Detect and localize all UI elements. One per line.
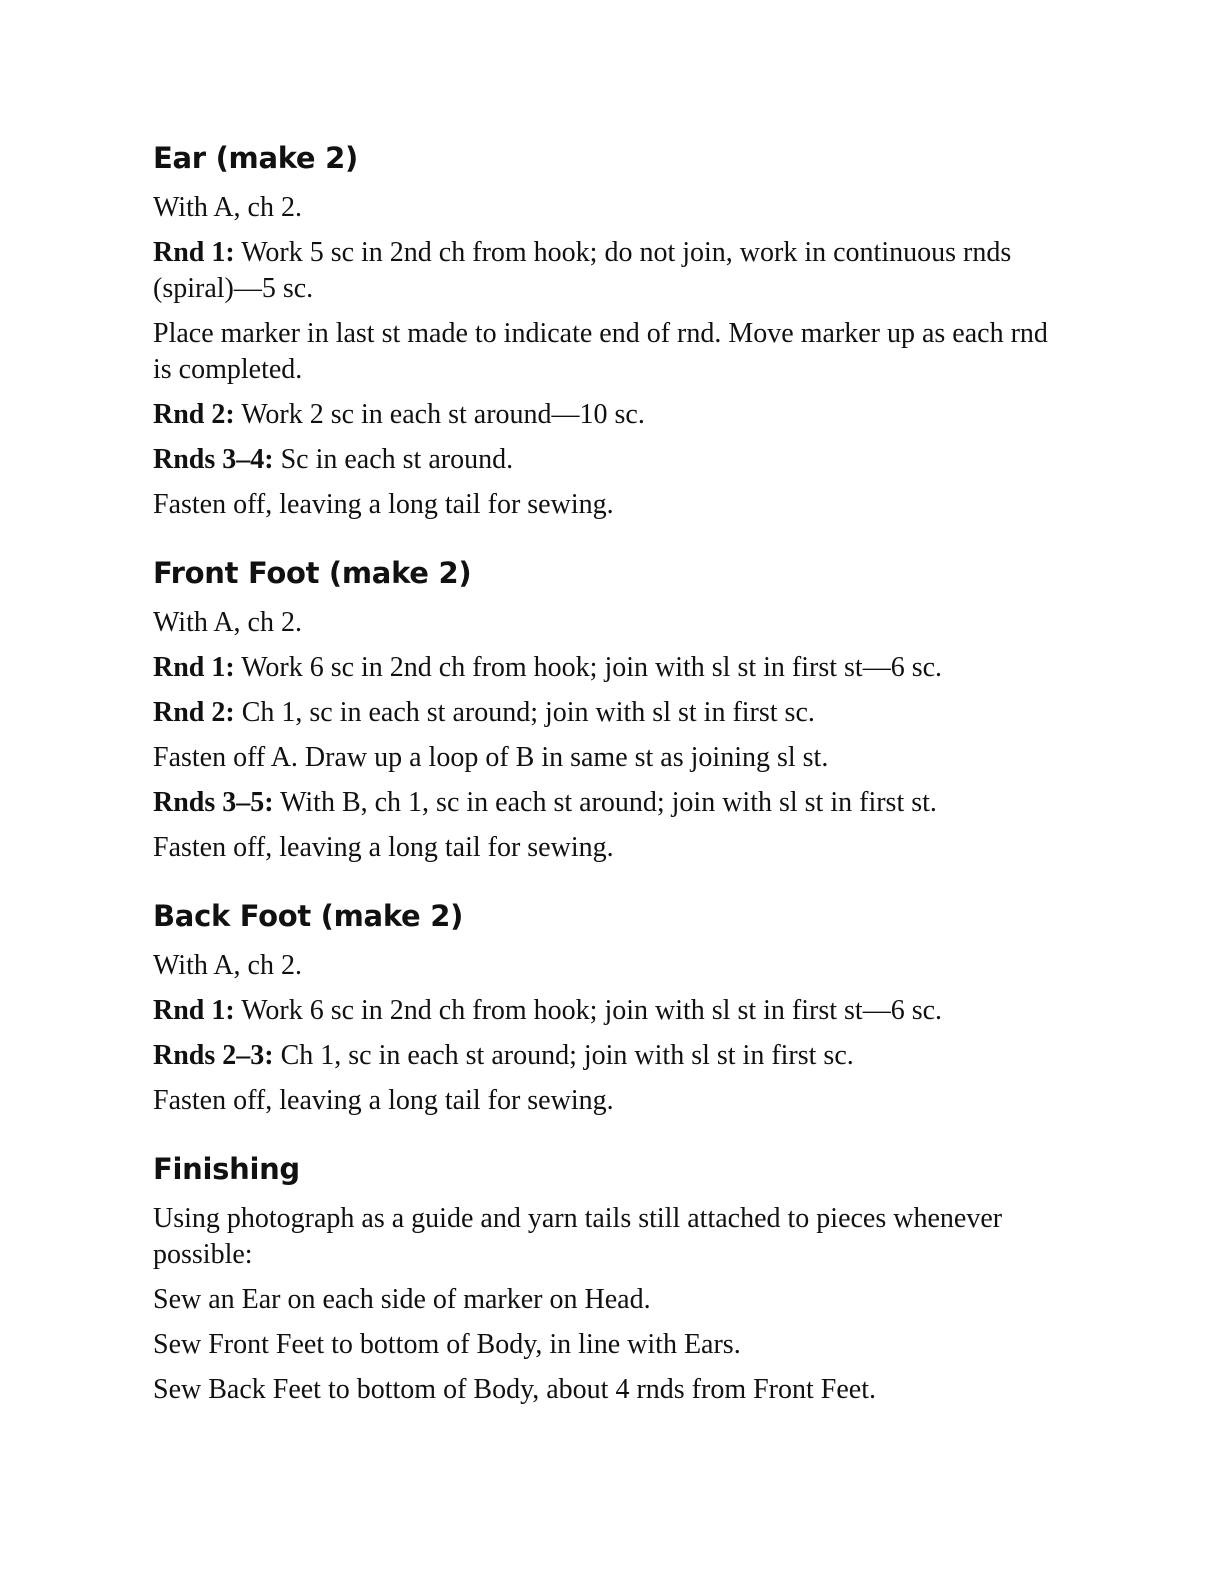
instruction-line bbox=[153, 948, 1073, 984]
document-page bbox=[153, 138, 1073, 1408]
instruction-text: Fasten off, leaving a long tail for sewing. bbox=[153, 489, 614, 520]
round-label: Rnd 2: bbox=[153, 697, 235, 728]
instruction-text: Sew an Ear on each side of marker on Head. bbox=[153, 1284, 651, 1315]
round-label: Rnds 3–5: bbox=[153, 787, 274, 818]
instruction-text: Using photograph as a guide and yarn tails still attached to pieces whenever possible: bbox=[153, 1203, 1003, 1270]
instruction-text: Work 6 sc in 2nd ch from hook; join with sl st in first st—6 sc. bbox=[234, 995, 943, 1026]
instruction-text: Fasten off, leaving a long tail for sewing. bbox=[153, 1085, 614, 1116]
instruction-line bbox=[153, 785, 1073, 821]
instruction-line bbox=[153, 830, 1073, 866]
round-label: Rnd 1: bbox=[153, 237, 235, 268]
instruction-text: With A, ch 2. bbox=[153, 607, 302, 638]
instruction-text: With B, ch 1, sc in each st around; join with sl st in first st. bbox=[273, 787, 937, 818]
instruction-line bbox=[153, 695, 1073, 731]
round-label: Rnds 3–4: bbox=[153, 444, 274, 475]
instruction-line bbox=[153, 1038, 1073, 1074]
instruction-line bbox=[153, 1201, 1073, 1273]
section-ear bbox=[153, 138, 1073, 523]
instruction-text: Work 2 sc in each st around—10 sc. bbox=[234, 399, 645, 430]
instruction-text: Ch 1, sc in each st around; join with sl st in first sc. bbox=[273, 1040, 854, 1071]
instruction-line bbox=[153, 605, 1073, 641]
round-label: Rnd 2: bbox=[153, 399, 235, 430]
section-heading: Front Foot (make 2) bbox=[153, 556, 472, 590]
instruction-line bbox=[153, 650, 1073, 686]
instruction-line bbox=[153, 1083, 1073, 1119]
instruction-text: Place marker in last st made to indicate end of rnd. Move marker up as each rnd is completed. bbox=[153, 318, 1048, 385]
instruction-line bbox=[153, 235, 1073, 307]
instruction-text: Sew Front Feet to bottom of Body, in line with Ears. bbox=[153, 1329, 741, 1360]
instruction-text: Sc in each st around. bbox=[273, 444, 514, 475]
instruction-line bbox=[153, 487, 1073, 523]
instruction-text: Fasten off A. Draw up a loop of B in same st as joining sl st. bbox=[153, 742, 829, 773]
instruction-line bbox=[153, 397, 1073, 433]
instruction-line bbox=[153, 1372, 1073, 1408]
instruction-text: With A, ch 2. bbox=[153, 192, 302, 223]
instruction-line bbox=[153, 190, 1073, 226]
section-heading: Ear (make 2) bbox=[153, 141, 358, 175]
instruction-text: Ch 1, sc in each st around; join with sl st in first sc. bbox=[234, 697, 815, 728]
instruction-line bbox=[153, 1327, 1073, 1363]
round-label: Rnd 1: bbox=[153, 995, 235, 1026]
instruction-text: Work 5 sc in 2nd ch from hook; do not join, work in continuous rnds (spiral)—5 sc. bbox=[153, 237, 1012, 304]
section-heading: Back Foot (make 2) bbox=[153, 899, 464, 933]
section-front-foot bbox=[153, 553, 1073, 866]
instruction-text: Sew Back Feet to bottom of Body, about 4 rnds from Front Feet. bbox=[153, 1374, 876, 1405]
instruction-line bbox=[153, 993, 1073, 1029]
instruction-line bbox=[153, 1282, 1073, 1318]
instruction-line bbox=[153, 740, 1073, 776]
section-heading: Finishing bbox=[153, 1152, 300, 1186]
round-label: Rnds 2–3: bbox=[153, 1040, 274, 1071]
section-back-foot bbox=[153, 896, 1073, 1119]
instruction-text: Work 6 sc in 2nd ch from hook; join with sl st in first st—6 sc. bbox=[234, 652, 943, 683]
section-finishing bbox=[153, 1149, 1073, 1408]
instruction-text: Fasten off, leaving a long tail for sewing. bbox=[153, 832, 614, 863]
instruction-line bbox=[153, 316, 1073, 388]
round-label: Rnd 1: bbox=[153, 652, 235, 683]
instruction-text: With A, ch 2. bbox=[153, 950, 302, 981]
instruction-line bbox=[153, 442, 1073, 478]
